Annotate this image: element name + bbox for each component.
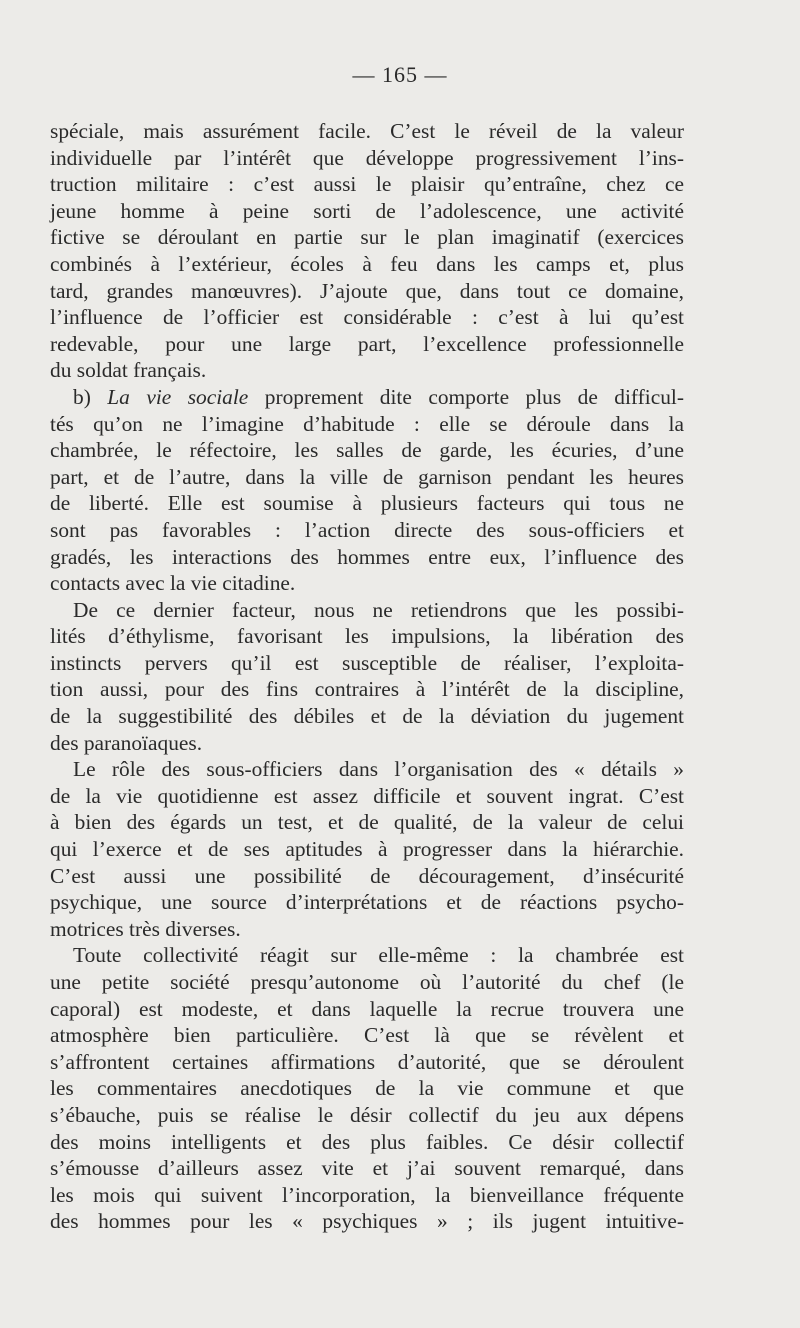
line-text: motrices très diverses. (50, 916, 241, 941)
text-line (50, 224, 684, 251)
text-line (50, 730, 684, 757)
text-line (50, 623, 684, 650)
line-text: tard, grandes manœuvres). J’ajoute que, dans tout ce domaine, (50, 278, 684, 303)
line-text: Toute collectivité réagit sur elle-même : la chambrée est (73, 943, 684, 968)
line-text: atmosphère bien particulière. C’est là que se révèlent et (50, 1023, 684, 1048)
line-text: truction militaire : c’est aussi le plaisir qu’entraîne, chez ce (50, 172, 684, 197)
line-text: instincts pervers qu’il est susceptible de réaliser, l’exploita- (50, 650, 684, 675)
text-line (50, 996, 684, 1023)
text-line (50, 1129, 684, 1156)
text-line (50, 118, 684, 145)
text-line (50, 570, 684, 597)
text-line (50, 650, 684, 677)
line-text: proprement dite comporte plus de difficul- (248, 384, 684, 409)
text-line (50, 517, 684, 544)
text-line (50, 676, 684, 703)
line-text: sont pas favorables : l’action directe des sous-officiers et (50, 517, 684, 542)
line-text: des moins intelligents et des plus faibles. Ce désir collectif (50, 1129, 684, 1154)
text-line (50, 597, 684, 624)
text-line (50, 304, 684, 331)
body-text (50, 118, 684, 1235)
line-text: caporal) est modeste, et dans laquelle la recrue trouvera une (50, 996, 684, 1021)
line-text: s’émousse d’ailleurs assez vite et j’ai souvent remarqué, dans (50, 1156, 684, 1181)
line-text: qui l’exerce et de ses aptitudes à progresser dans la hiérarchie. (50, 837, 684, 862)
text-line (50, 198, 684, 225)
text-line (50, 1049, 684, 1076)
line-text: des paranoïaques. (50, 730, 203, 755)
line-text: chambrée, le réfectoire, les salles de garde, les écuries, d’une (50, 438, 684, 463)
text-line (50, 756, 684, 783)
line-text: spéciale, mais assurément facile. C’est le réveil de la valeur (50, 119, 684, 143)
line-text: de la vie quotidienne est assez difficile et souvent ingrat. C’est (50, 783, 684, 808)
text-line (50, 1182, 684, 1209)
text-line (50, 331, 684, 358)
text-line (50, 1208, 684, 1235)
line-text: de liberté. Elle est soumise à plusieurs facteurs qui tous ne (50, 491, 684, 516)
line-text: des hommes pour les « psychiques » ; ils jugent intuitive- (50, 1209, 684, 1234)
line-text: s’ébauche, puis se réalise le désir collectif du jeu aux dépens (50, 1102, 684, 1127)
text-line (50, 464, 684, 491)
page-number: — 165 — (352, 62, 448, 87)
text-line (50, 411, 684, 438)
text-line (50, 889, 684, 916)
text-line (50, 171, 684, 198)
line-text: jeune homme à peine sorti de l’adolescence, une activité (50, 198, 684, 223)
text-line (50, 969, 684, 996)
text-line (50, 544, 684, 571)
text-line (50, 251, 684, 278)
line-text: lités d’éthylisme, favorisant les impulsions, la libération des (50, 624, 684, 649)
line-text: tés qu’on ne l’imagine d’habitude : elle se déroule dans la (50, 411, 684, 436)
line-text: part, et de l’autre, dans la ville de garnison pendant les heures (50, 464, 684, 489)
list-marker: b) (73, 384, 108, 409)
text-line (50, 809, 684, 836)
line-text: s’affrontent certaines affirmations d’autorité, que se déroulent (50, 1049, 684, 1074)
line-text: Le rôle des sous-officiers dans l’organisation des « détails » (73, 757, 684, 782)
line-text: à bien des égards un test, et de qualité, de la valeur de celui (50, 810, 684, 835)
text-line (50, 278, 684, 305)
text-line (50, 1075, 684, 1102)
text-line (50, 863, 684, 890)
line-text: C’est aussi une possibilité de découragement, d’insécurité (50, 863, 684, 888)
line-text: tion aussi, pour des fins contraires à l’intérêt de la discipline, (50, 677, 684, 702)
text-line (50, 1102, 684, 1129)
text-line (50, 145, 684, 172)
text-line (50, 437, 684, 464)
line-text: l’influence de l’officier est considérable : c’est à lui qu’est (50, 305, 684, 330)
line-text: combinés à l’extérieur, écoles à feu dans les camps et, plus (50, 251, 684, 276)
line-text: les mois qui suivent l’incorporation, la bienveillance fréquente (50, 1182, 684, 1207)
line-text: une petite société presqu’autonome où l’autorité du chef (le (50, 970, 684, 994)
line-text: redevable, pour une large part, l’excellence professionnelle (50, 331, 684, 356)
line-text: De ce dernier facteur, nous ne retiendrons que les possibi- (73, 597, 684, 622)
text-line (50, 384, 684, 411)
text-line (50, 357, 684, 384)
text-line (50, 490, 684, 517)
line-text: de la suggestibilité des débiles et de la déviation du jugement (50, 704, 684, 729)
line-text: les commentaires anecdotiques de la vie commune et que (50, 1076, 684, 1101)
line-text: individuelle par l’intérêt que développe progressivement l’ins- (50, 145, 684, 170)
text-line (50, 916, 684, 943)
text-line (50, 703, 684, 730)
text-line (50, 942, 684, 969)
line-text: gradés, les interactions des hommes entre eux, l’influence des (50, 544, 684, 569)
line-text: fictive se déroulant en partie sur le plan imaginatif (exercices (50, 225, 684, 250)
line-text: du soldat français. (50, 358, 207, 383)
text-line (50, 1022, 684, 1049)
text-line (50, 783, 684, 810)
line-text: psychique, une source d’interprétations et de réactions psycho- (50, 890, 684, 915)
text-line (50, 1155, 684, 1182)
text-line (50, 836, 684, 863)
emphasis-text: La vie sociale (107, 384, 249, 409)
line-text: contacts avec la vie citadine. (50, 571, 296, 596)
